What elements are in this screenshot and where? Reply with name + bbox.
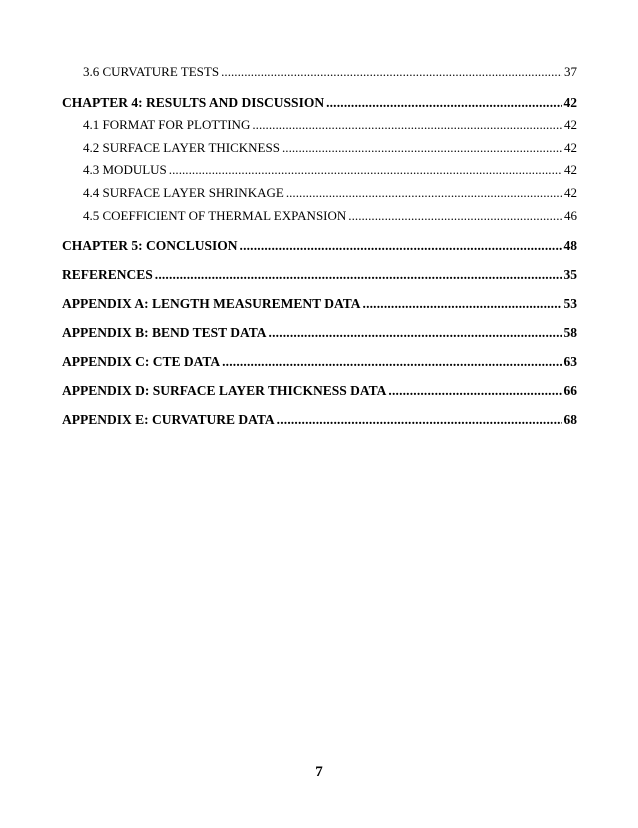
dot-leader [221,65,562,78]
toc-entry-page: 42 [564,162,577,177]
dot-leader [388,384,561,398]
toc-entry-page: 46 [564,208,577,223]
toc-entry-3-6[interactable] [83,65,577,78]
dot-leader [348,209,562,222]
toc-entry-label: APPENDIX C: CTE DATA [62,354,221,369]
dot-leader [282,141,562,154]
toc-entry-label: APPENDIX D: SURFACE LAYER THICKNESS DATA [62,383,387,398]
toc-entry-page: 42 [563,95,577,110]
dot-leader [269,326,562,340]
toc-entry-page: 53 [563,296,577,311]
toc-entry-label: APPENDIX A: LENGTH MEASUREMENT DATA [62,296,361,311]
toc-entry-4-4[interactable] [83,186,577,199]
toc-entry-page: 58 [563,325,577,340]
toc-entry-references[interactable] [62,268,577,282]
toc-entry-label: 4.1 FORMAT FOR PLOTTING [83,117,251,132]
toc-entry-4-5[interactable] [83,209,577,222]
toc-entry-4-3[interactable] [83,163,577,176]
toc-entry-page: 37 [564,64,577,79]
dot-leader [240,239,562,253]
toc-entry-label: REFERENCES [62,267,153,282]
toc-entry-page: 68 [563,412,577,427]
toc-entry-label: 4.3 MODULUS [83,162,167,177]
dot-leader [252,118,562,131]
toc-entry-4-1[interactable] [83,118,577,131]
page-number: 7 [315,764,323,780]
toc-entry-appendix-a[interactable] [62,297,577,311]
toc-entry-label: CHAPTER 5: CONCLUSION [62,238,238,253]
toc-entry-chapter-4[interactable] [62,96,577,110]
toc-entry-label: CHAPTER 4: RESULTS AND DISCUSSION [62,95,325,110]
toc-entry-label: APPENDIX E: CURVATURE DATA [62,412,275,427]
toc-entry-label: 4.5 COEFFICIENT OF THERMAL EXPANSION [83,208,347,223]
toc-entry-label: APPENDIX B: BEND TEST DATA [62,325,267,340]
toc-entry-page: 48 [563,238,577,253]
dot-leader [155,268,562,282]
dot-leader [363,297,562,311]
dot-leader [169,163,562,176]
toc-entry-page: 42 [564,140,577,155]
toc-entry-page: 42 [564,185,577,200]
toc-entry-label: 4.2 SURFACE LAYER THICKNESS [83,140,280,155]
toc-entry-appendix-d[interactable] [62,384,577,398]
toc-entry-appendix-e[interactable] [62,413,577,427]
dot-leader [286,186,562,199]
toc-entry-page: 63 [563,354,577,369]
dot-leader [277,413,562,427]
toc-entry-page: 35 [563,267,577,282]
toc-entry-4-2[interactable] [83,141,577,154]
toc-entry-page: 42 [564,117,577,132]
dot-leader [326,96,561,110]
toc-entry-chapter-5[interactable] [62,239,577,253]
toc-entry-appendix-b[interactable] [62,326,577,340]
toc-entry-appendix-c[interactable] [62,355,577,369]
toc-entry-label: 3.6 CURVATURE TESTS [83,64,220,79]
dot-leader [222,355,561,369]
toc-entry-page: 66 [563,383,577,398]
toc-entry-label: 4.4 SURFACE LAYER SHRINKAGE [83,185,284,200]
